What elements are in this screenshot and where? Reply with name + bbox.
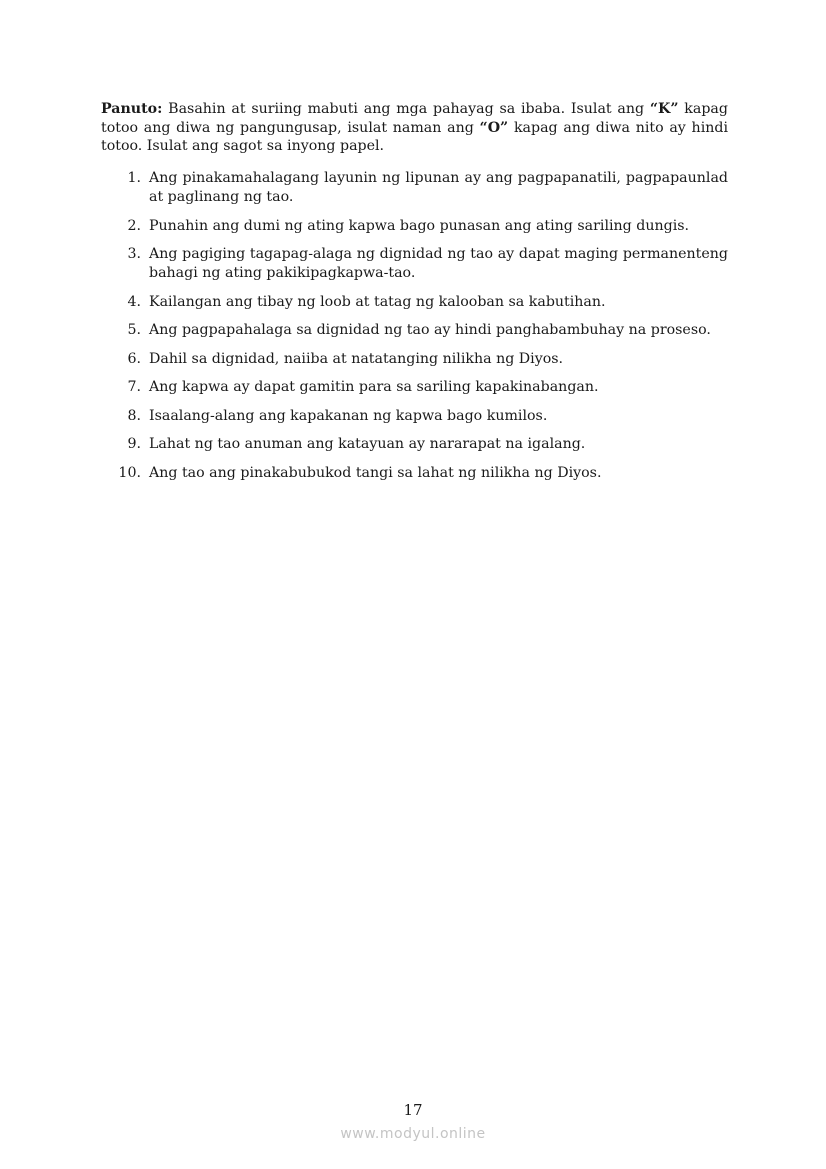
item-text: Ang pagiging tagapag-alaga ng dignidad ng tao ay dapat maging permanenteng bahagi ng ating pakikipagkapwa-tao. <box>149 246 728 281</box>
answer-o: “O” <box>479 119 509 136</box>
instructions-text: kapag totoo ang diwa ng pangungusap, isulat naman ang <box>101 101 728 136</box>
list-item <box>101 378 728 397</box>
item-number: 5. <box>127 322 141 338</box>
item-number: 3. <box>127 246 141 262</box>
instructions <box>101 100 728 156</box>
statement-list <box>101 169 728 492</box>
item-number: 2. <box>127 217 141 234</box>
list-item <box>101 321 728 340</box>
instructions-text: kapag ang diwa nito ay hindi totoo. Isulat ang sagot sa inyong papel. <box>101 119 728 154</box>
item-number: 8. <box>127 407 141 424</box>
item-number: 10. <box>118 464 141 481</box>
list-item <box>101 350 728 369</box>
list-item <box>101 435 728 454</box>
item-text: Ang kapwa ay dapat gamitin para sa sariling kapakinabangan. <box>149 379 599 395</box>
list-item <box>101 293 728 312</box>
item-number: 4. <box>127 293 141 310</box>
item-number: 7. <box>127 379 141 395</box>
instructions-label: Panuto: <box>101 101 163 117</box>
list-item <box>101 245 728 283</box>
item-text: Lahat ng tao anuman ang katayuan ay nararapat na igalang. <box>149 436 586 452</box>
instructions-text: Basahin at suriing mabuti ang mga pahayag sa ibaba. Isulat ang <box>162 101 650 117</box>
list-item <box>101 464 728 483</box>
item-number: 6. <box>127 350 141 367</box>
item-text: Punahin ang dumi ng ating kapwa bago punasan ang ating sariling dungis. <box>149 217 690 234</box>
list-item <box>101 407 728 426</box>
item-text: Isaalang-alang ang kapakanan ng kapwa bago kumilos. <box>149 407 548 424</box>
item-text: Ang tao ang pinakabubukod tangi sa lahat ng nilikha ng Diyos. <box>149 464 602 481</box>
item-text: Kailangan ang tibay ng loob at tatag ng kalooban sa kabutihan. <box>149 293 606 310</box>
list-item <box>101 169 728 207</box>
list-item <box>101 217 728 236</box>
page-number: 17 <box>403 1101 423 1119</box>
watermark: www.modyul.online <box>340 1126 486 1142</box>
item-number: 9. <box>127 436 141 452</box>
item-text: Ang pagpapahalaga sa dignidad ng tao ay hindi panghabambuhay na proseso. <box>149 322 711 338</box>
item-text: Dahil sa dignidad, naiiba at natatanging nilikha ng Diyos. <box>149 350 564 367</box>
item-number: 1. <box>127 170 141 186</box>
item-text: Ang pinakamahalagang layunin ng lipunan ay ang pagpapanatili, pagpapaunlad at paglinang ng tao. <box>149 170 728 205</box>
answer-k: “K” <box>649 101 679 117</box>
